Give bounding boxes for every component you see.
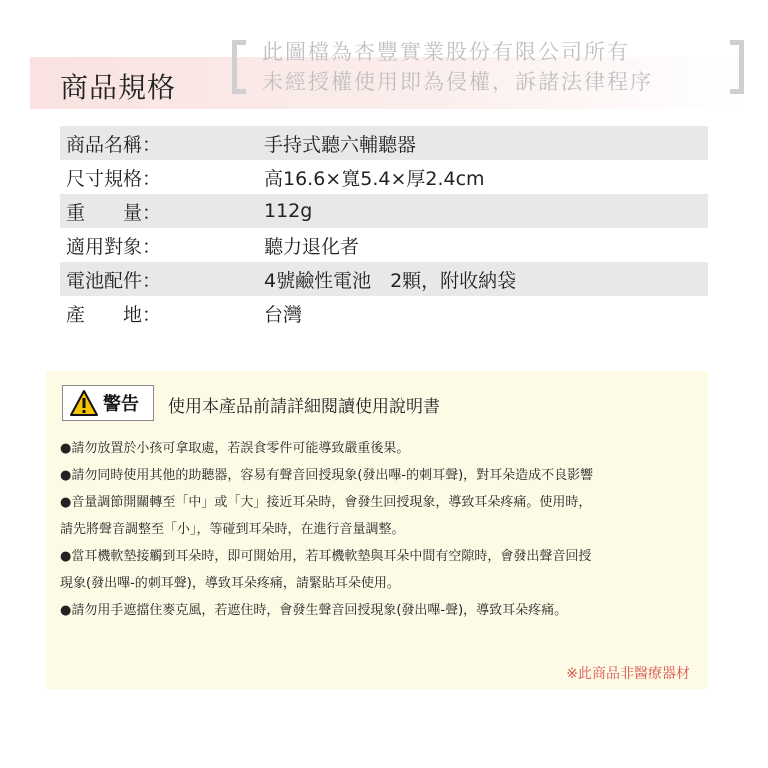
watermark-line-1: 此圖檔為杏豐實業股份有限公司所有 xyxy=(262,40,630,64)
warning-line: ●請勿用手遮擋住麥克風，若遮住時，會發生聲音回授現象(發出嗶-聲)，導致耳朵疼痛。 xyxy=(60,603,568,618)
page-title: 商品規格 xyxy=(60,71,177,104)
spec-label: 重 量： xyxy=(66,201,162,224)
spec-row-battery xyxy=(60,262,708,296)
warning-line: 現象(發出嗶-的刺耳聲)，導致耳朵疼痛，請緊貼耳朵使用。 xyxy=(60,576,400,591)
spec-value: 手持式聽六輔聽器 xyxy=(264,133,417,156)
warning-badge xyxy=(62,385,154,421)
watermark-bracket-left xyxy=(232,40,246,94)
warning-triangle-icon xyxy=(69,389,99,417)
spec-row-name xyxy=(60,126,708,160)
warning-box xyxy=(46,371,708,689)
warning-heading: 使用本產品前請詳細閱讀使用說明書 xyxy=(168,397,440,417)
spec-value: 高16.6×寬5.4×厚2.4cm xyxy=(264,167,485,190)
warning-list xyxy=(60,435,700,624)
non-medical-footnote: ※此商品非醫療器材 xyxy=(566,666,690,682)
spec-label: 適用對象： xyxy=(66,235,162,258)
spec-value: 112g xyxy=(264,200,313,222)
copyright-watermark xyxy=(232,38,744,98)
spec-row-target xyxy=(60,228,708,262)
watermark-line-2: 未經授權使用即為侵權，訴諸法律程序 xyxy=(262,70,653,94)
warning-line: ●音量調節開關轉至「中」或「大」接近耳朵時，會發生回授現象，導致耳朵疼痛。使用時， xyxy=(60,495,592,510)
spec-row-size xyxy=(60,160,708,194)
warning-line: 請先將聲音調整至「小」，等碰到耳朵時，在進行音量調整。 xyxy=(60,522,405,537)
spec-table xyxy=(60,126,708,330)
watermark-bracket-right xyxy=(730,40,744,94)
spec-value: 4號鹼性電池 2顆，附收納袋 xyxy=(264,269,517,292)
spec-row-weight xyxy=(60,194,708,228)
spec-label: 尺寸規格： xyxy=(66,167,162,190)
spec-label: 商品名稱： xyxy=(66,133,162,156)
warning-line: ●請勿同時使用其他的助聽器，容易有聲音回授現象(發出嗶-的刺耳聲)，對耳朵造成不良影響 xyxy=(60,468,594,483)
warning-line: ●請勿放置於小孩可拿取處，若誤食零件可能導致嚴重後果。 xyxy=(60,441,410,456)
warning-line: ●當耳機軟墊接觸到耳朵時，即可開始用，若耳機軟墊與耳朵中間有空隙時，會發出聲音回授 xyxy=(60,549,592,564)
spec-row-origin xyxy=(60,296,708,330)
spec-value: 台灣 xyxy=(264,303,303,326)
spec-value: 聽力退化者 xyxy=(264,235,360,258)
warning-badge-label: 警告 xyxy=(103,394,139,415)
spec-label: 電池配件： xyxy=(66,269,162,292)
spec-label: 產 地： xyxy=(66,303,162,326)
